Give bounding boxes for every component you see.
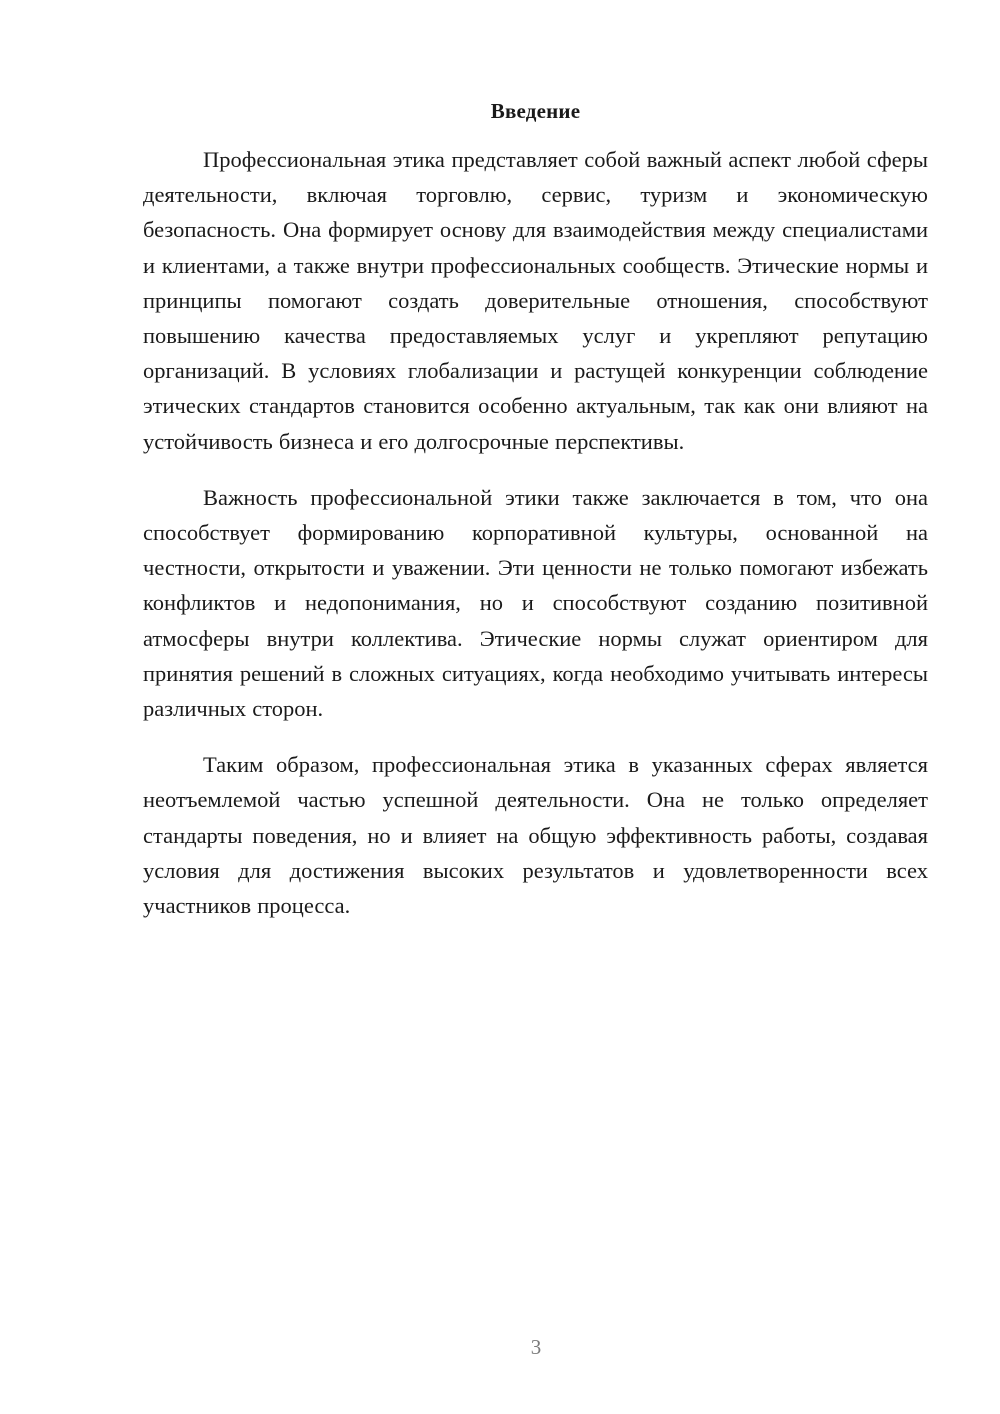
- paragraph-3: Таким образом, профессиональная этика в указанных сферах является неотъемлемой частью успешной деятельности. Она не только определяет стандарты поведения, но и влияет на общую эффективность работы, создавая условия для достижения высоких результатов и удовлетворенности всех участников процесса.: [143, 752, 928, 919]
- paragraph-2: Важность профессиональной этики также заключается в том, что она способствует формированию корпоративной культуры, основанной на честности, открытости и уважении. Эти ценности не только помогают избежать конфликтов и недопонимания, но и способствуют созданию позитивной атмосферы внутри коллектива. Этические нормы служат ориентиром для принятия решений в сложных ситуациях, когда необходимо учитывать интересы различных сторон.: [143, 484, 928, 722]
- page-number: 3: [530, 1335, 542, 1359]
- paragraph-1: Профессиональная этика представляет собой важный аспект любой сферы деятельности, включая торговлю, сервис, туризм и экономическую безопасность. Она формирует основу для взаимодействия между специалистами и клиентами, а также внутри профессиональных сообществ. Этические нормы и принципы помогают создать доверительные отношения, способствуют повышению качества предоставляемых услуг и укрепляют репутацию организаций. В условиях глобализации и растущей конкуренции соблюдение этических стандартов становится особенно актуальным, так как они влияют на устойчивость бизнеса и его долгосрочные перспективы.: [143, 147, 928, 454]
- document-body: [143, 95, 928, 944]
- page-title: Введение: [490, 99, 581, 123]
